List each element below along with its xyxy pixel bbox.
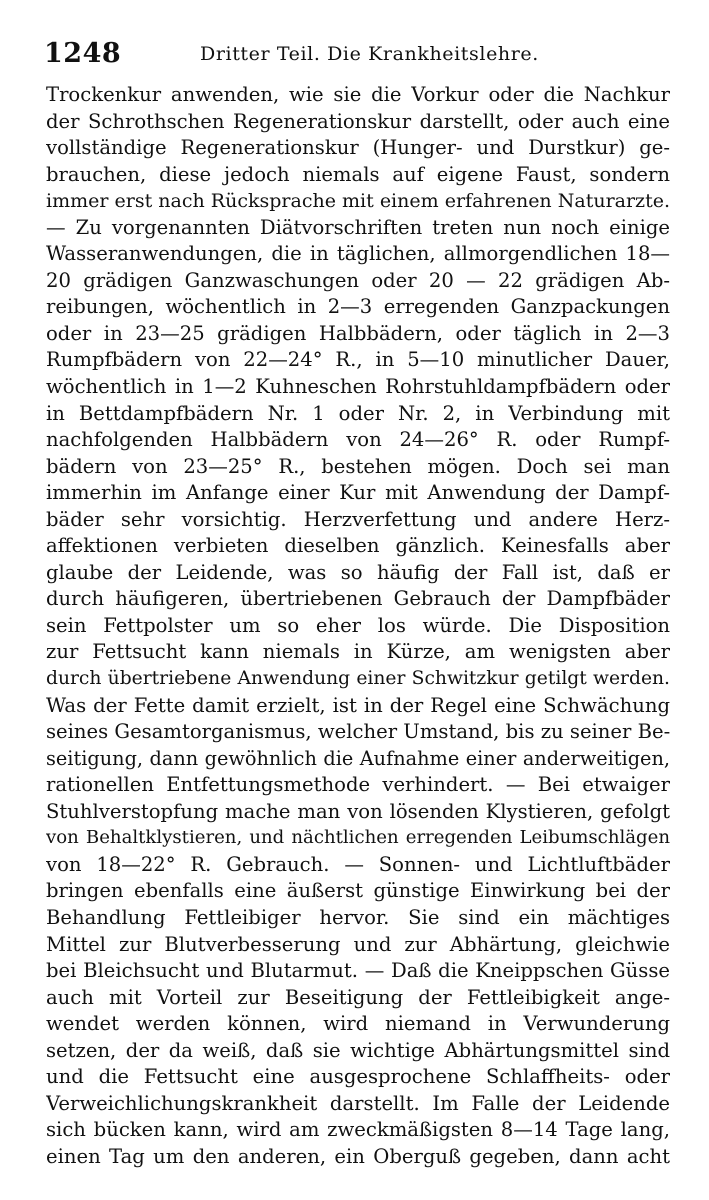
- text-line: einen Tag um den anderen, ein Oberguß gegeben, dann acht: [46, 1144, 670, 1168]
- text-line: von 18—22° R. Gebrauch. — Sonnen- und Lichtluftbäder: [46, 852, 670, 876]
- text-line: immerhin im Anfange einer Kur mit Anwendung der Dampf-: [46, 481, 670, 505]
- text-line: vollständige Regenerationskur (Hunger- und Durstkur) ge-: [46, 136, 670, 160]
- text-line: rationellen Entfettungsmethode verhindert. — Bei etwaiger: [46, 773, 670, 797]
- running-head: Dritter Teil. Die Krankheitslehre.: [200, 43, 539, 65]
- text-line: bringen ebenfalls eine äußerst günstige Einwirkung bei der: [46, 879, 670, 903]
- text-line: setzen, der da weiß, daß sie wichtige Abhärtungsmittel sind: [46, 1038, 670, 1062]
- text-line: auch mit Vorteil zur Beseitigung der Fettleibigkeit ange-: [46, 985, 670, 1009]
- text-line: wendet werden können, wird niemand in Verwunderung: [46, 1012, 670, 1036]
- text-line: von Behaltklystieren, und nächtlichen erregenden Leibumschlägen: [46, 827, 670, 849]
- text-line: seines Gesamtorganismus, welcher Umstand, bis zu seiner Be-: [46, 720, 670, 744]
- text-line: nachfolgenden Halbbädern von 24—26° R. oder Rumpf-: [46, 428, 670, 452]
- text-line: in Bettdampfbädern Nr. 1 oder Nr. 2, in Verbindung mit: [46, 401, 670, 425]
- text-line: immer erst nach Rücksprache mit einem erfahrenen Naturarzte.: [46, 190, 670, 213]
- text-line: Behandlung Fettleibiger hervor. Sie sind ein mächtiges: [46, 905, 670, 929]
- text-line: 20 grädigen Ganzwaschungen oder 20 — 22 grädigen Ab-: [46, 268, 670, 292]
- page-header: [40, 34, 667, 74]
- text-line: reibungen, wöchentlich in 2—3 erregenden Ganzpackungen: [46, 295, 670, 319]
- text-line: Stuhlverstopfung mache man von lösenden Klystieren, gefolgt: [46, 799, 670, 823]
- text-line: Rumpfbädern von 22—24° R., in 5—10 minutlicher Dauer,: [46, 348, 670, 372]
- text-line: bei Bleichsucht und Blutarmut. — Daß die Kneippschen Güsse: [46, 959, 670, 983]
- text-line: oder in 23—25 grädigen Halbbädern, oder täglich in 2—3: [46, 321, 670, 345]
- text-line: der Schrothschen Regenerationskur darstellt, oder auch eine: [46, 109, 670, 133]
- text-line: bäder sehr vorsichtig. Herzverfettung und andere Herz-: [46, 507, 670, 531]
- text-line: zur Fettsucht kann niemals in Kürze, am wenigsten aber: [46, 640, 670, 664]
- text-line: affektionen verbieten dieselben gänzlich. Keinesfalls aber: [46, 534, 670, 558]
- text-line: Trockenkur anwenden, wie sie die Vorkur oder die Nachkur: [46, 83, 670, 106]
- text-line: Mittel zur Blutverbesserung und zur Abhärtung, gleichwie: [46, 932, 670, 956]
- text-line: Verweichlichungskrankheit darstellt. Im Falle der Leidende: [46, 1091, 670, 1115]
- text-line: bädern von 23—25° R., bestehen mögen. Doch sei man: [46, 454, 670, 478]
- text-line: sein Fettpolster um so eher los würde. Die Disposition: [46, 613, 670, 637]
- text-line: Was der Fette damit erzielt, ist in der Regel eine Schwächung: [46, 693, 670, 717]
- text-line: glaube der Leidende, was so häufig der Fall ist, daß er: [46, 560, 670, 584]
- text-line: wöchentlich in 1—2 Kuhneschen Rohrstuhldampfbädern oder: [46, 375, 670, 399]
- text-line: seitigung, dann gewöhnlich die Aufnahme einer anderweitigen,: [46, 746, 670, 770]
- page-number: 1248: [44, 38, 122, 69]
- text-line: — Zu vorgenannten Diätvorschriften treten nun noch einige: [46, 215, 670, 239]
- body-text: [46, 82, 670, 1170]
- text-line: Wasseranwendungen, die in täglichen, allmorgendlichen 18—: [46, 242, 670, 266]
- text-line: durch häufigeren, übertriebenen Gebrauch der Dampfbäder: [46, 587, 670, 611]
- text-line: sich bücken kann, wird am zweckmäßigsten 8—14 Tage lang,: [46, 1118, 670, 1142]
- text-line: durch übertriebene Anwendung einer Schwitzkur getilgt werden.: [46, 668, 670, 690]
- text-line: brauchen, diese jedoch niemals auf eigene Faust, sondern: [46, 162, 670, 186]
- text-line: und die Fettsucht eine ausgesprochene Schlaffheits- oder: [46, 1065, 670, 1089]
